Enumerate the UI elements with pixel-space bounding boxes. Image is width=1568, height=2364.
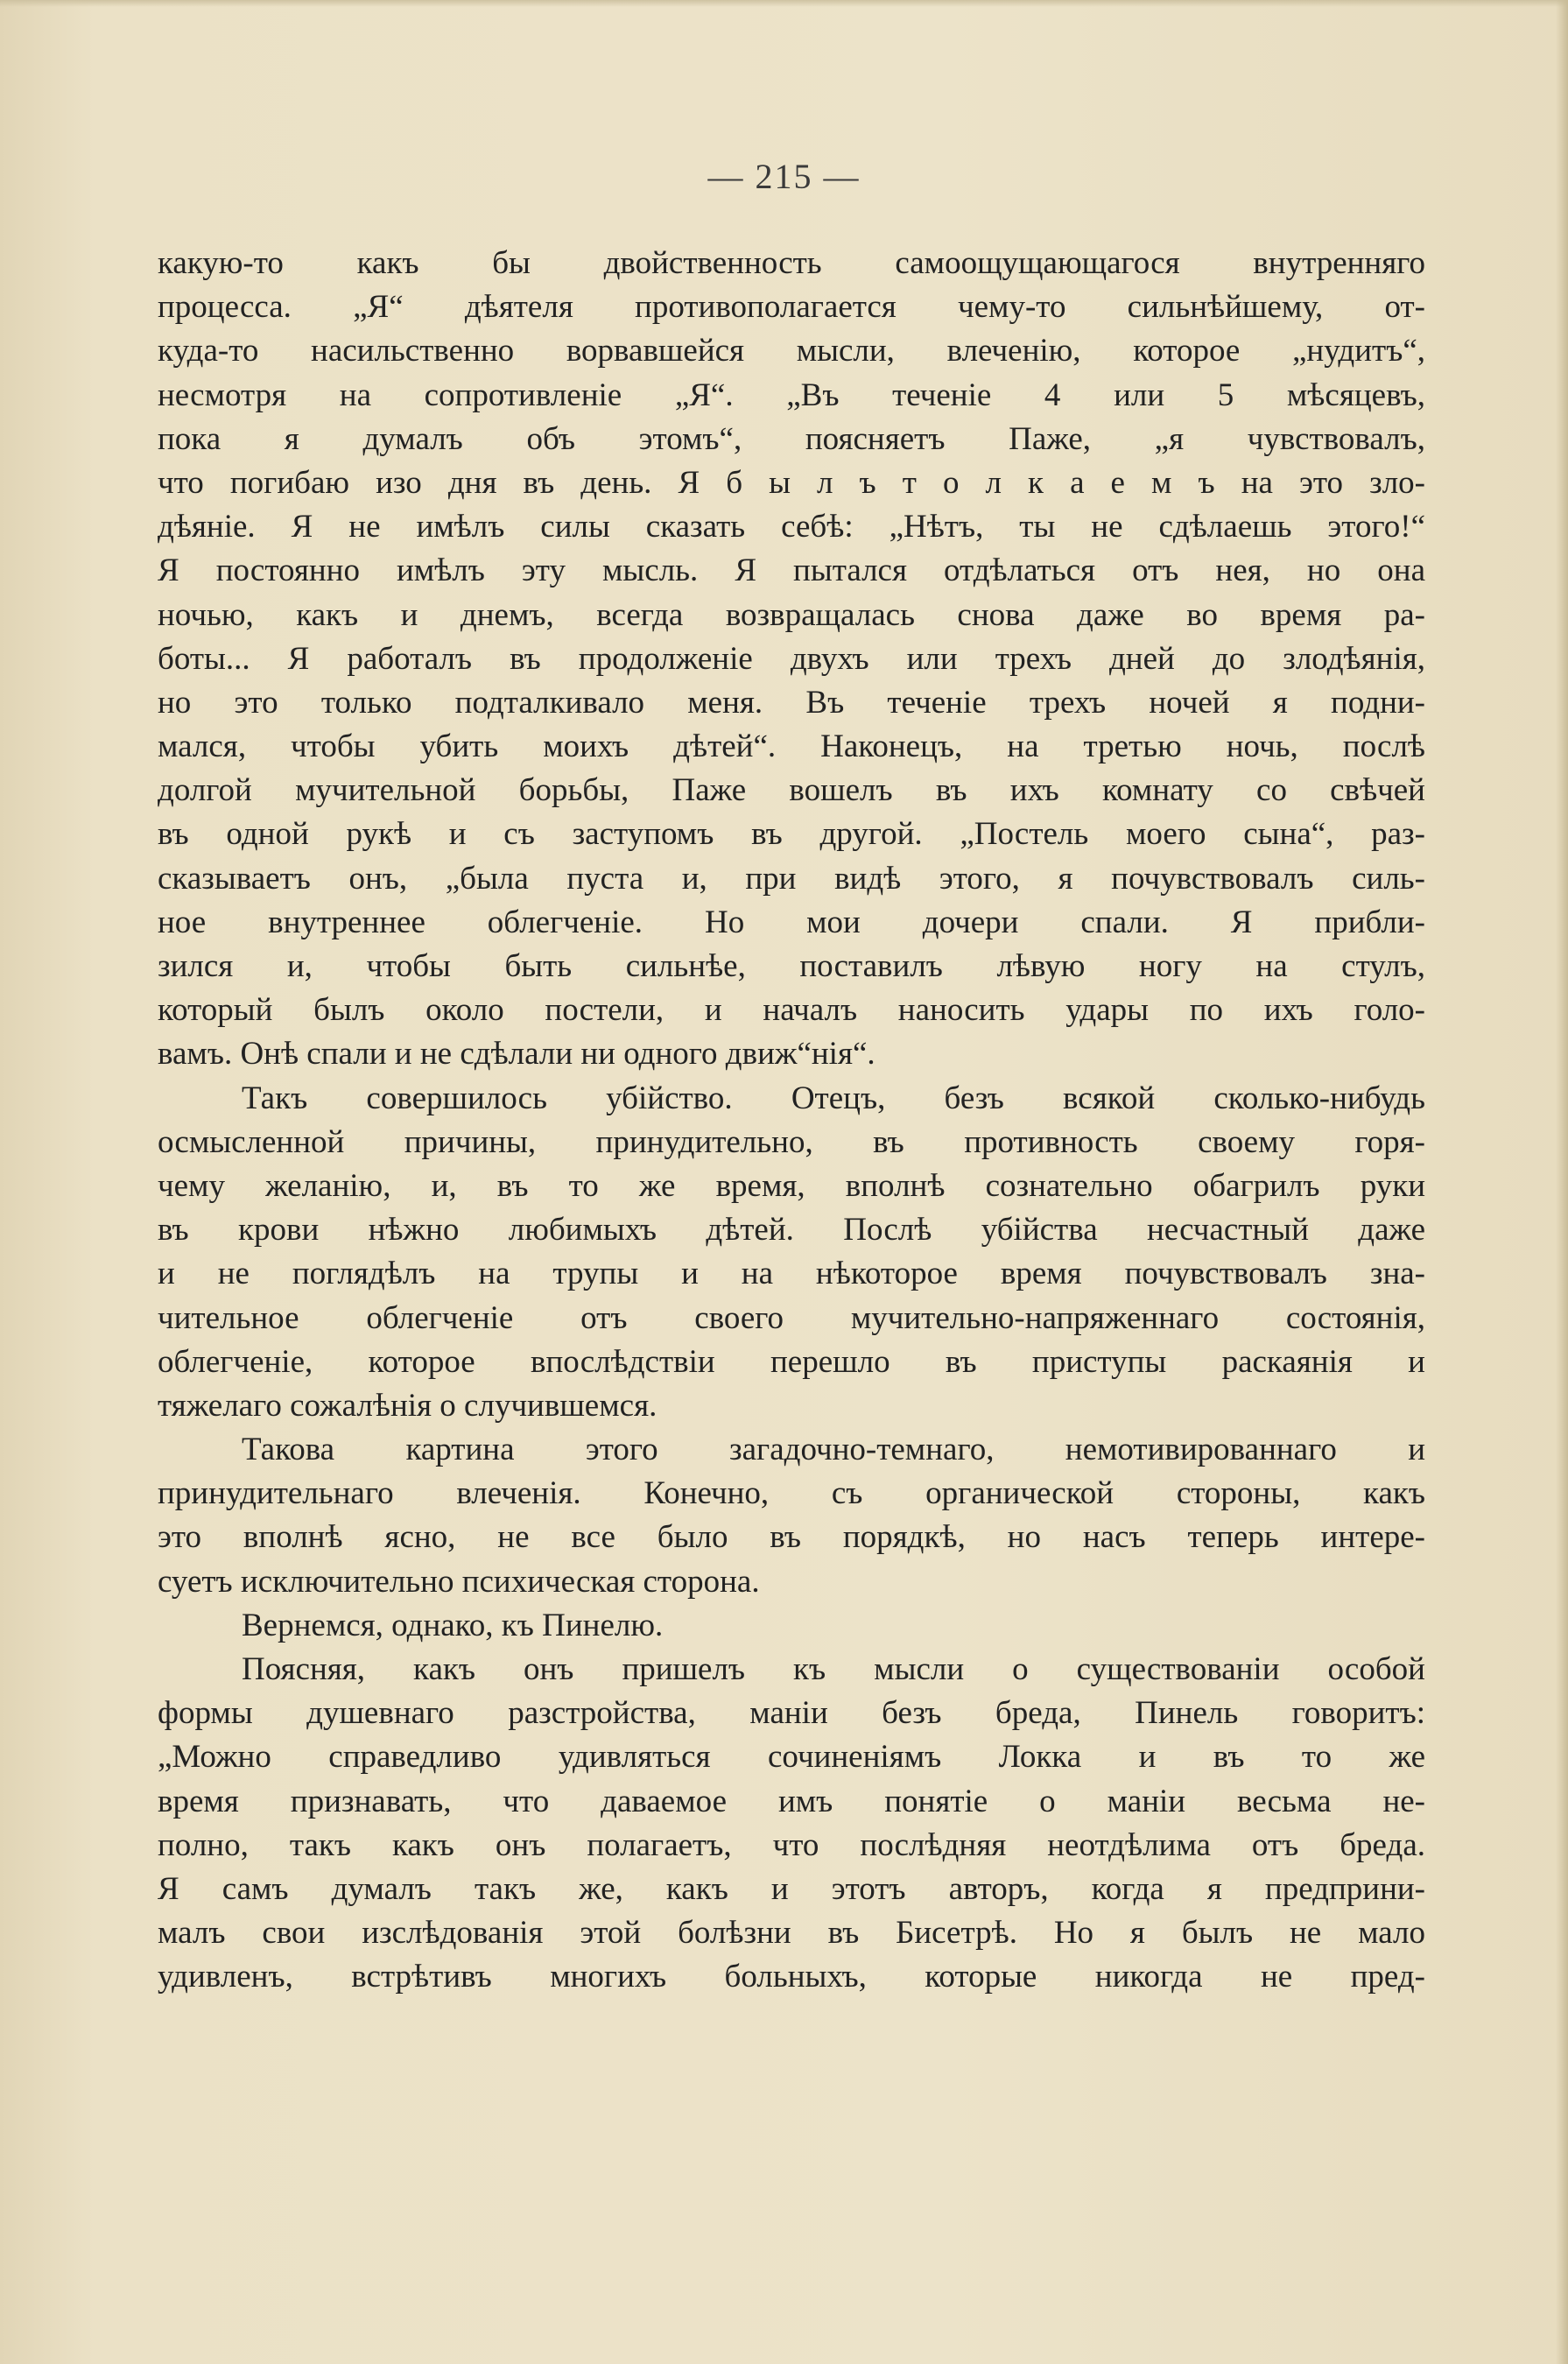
text-line: чему желанію, и, въ то же время, вполнѣ сознательно обагрилъ руки xyxy=(158,1167,1425,1204)
text-line: и не поглядѣлъ на трупы и на нѣкоторое время почувствовалъ зна- xyxy=(158,1256,1425,1292)
text-line: Я постоянно имѣлъ эту мысль. Я пытался отдѣлаться отъ нея, но она xyxy=(158,552,1425,589)
text-line: несмотря на сопротивленіе „Я“. „Въ теченіе 4 или 5 мѣсяцевъ, xyxy=(158,376,1425,413)
text-line: малъ свои изслѣдованія этой болѣзни въ Бисетрѣ. Но я былъ не мало xyxy=(158,1915,1425,1952)
text-line: ное внутреннее облегченіе. Но мои дочери спали. Я прибли- xyxy=(158,904,1425,940)
text-line: куда-то насильственно ворвавшейся мысли, влеченію, которое „нудитъ“, xyxy=(158,333,1425,369)
text-line: долгой мучительной борьбы, Паже вошелъ въ ихъ комнату со свѣчей xyxy=(158,772,1425,809)
text-line: который былъ около постели, и началъ наносить удары по ихъ голо- xyxy=(158,992,1425,1029)
text-line: „Можно справедливо удивляться сочиненіямъ Локка и въ то же xyxy=(158,1739,1425,1776)
text-line: суетъ исключительно психическая сторона. xyxy=(158,1563,760,1600)
text-line: въ одной рукѣ и съ заступомъ въ другой. „Постель моего сына“, раз- xyxy=(158,816,1425,853)
text-line: время признавать, что даваемое имъ понятіе о маніи весьма не- xyxy=(158,1783,1425,1819)
page-right-edge xyxy=(1556,0,1568,2364)
text-line: тяжелаго сожалѣнія о случившемся. xyxy=(158,1387,657,1424)
text-line: облегченіе, которое впослѣдствіи перешло въ приступы раскаянія и xyxy=(158,1343,1425,1380)
text-line: мался, чтобы убить моихъ дѣтей“. Наконецъ, на третью ночь, послѣ xyxy=(158,728,1425,765)
text-line: удивленъ, встрѣтивъ многихъ больныхъ, которые никогда не пред- xyxy=(158,1959,1425,1995)
text-line: Поясняя, какъ онъ пришелъ къ мысли о существованіи особой xyxy=(242,1651,1425,1687)
text-line: процесса. „Я“ дѣятеля противополагается чему-то сильнѣйшему, от- xyxy=(158,289,1425,326)
text-line: зился и, чтобы быть сильнѣе, поставилъ лѣвую ногу на стулъ, xyxy=(158,948,1425,984)
page-number: — 215 — xyxy=(707,157,861,196)
text-line: въ крови нѣжно любимыхъ дѣтей. Послѣ убійства несчастный даже xyxy=(158,1212,1425,1249)
text-line: Такъ совершилось убійство. Отецъ, безъ всякой сколько-нибудь xyxy=(242,1080,1425,1116)
text-line: что погибаю изо дня въ день. Я б ы л ъ т о л к а е м ъ на это зло- xyxy=(158,464,1425,501)
page-top-edge xyxy=(0,0,1568,7)
text-line: Такова картина этого загадочно-темнаго, немотивированнаго и xyxy=(242,1432,1425,1468)
text-line: чительное облегченіе отъ своего мучительно-напряженнаго состоянія, xyxy=(158,1299,1425,1336)
text-line: Вернемся, однако, къ Пинелю. xyxy=(242,1607,664,1643)
text-line: полно, такъ какъ онъ полагаетъ, что послѣдняя неотдѣлима отъ бреда. xyxy=(158,1826,1425,1863)
text-line: вамъ. Онѣ спали и не сдѣлали ни одного движ“нія“. xyxy=(158,1036,875,1073)
text-line: какую-то какъ бы двойственность самоощущающагося внутренняго xyxy=(158,245,1425,281)
text-line: сказываетъ онъ, „была пуста и, при видѣ этого, я почувствовалъ силь- xyxy=(158,860,1425,897)
text-line: пока я думалъ объ этомъ“, поясняетъ Паже, „я чувствовалъ, xyxy=(158,420,1425,457)
text-line: это вполнѣ ясно, не все было въ порядкѣ, но насъ теперь интере- xyxy=(158,1519,1425,1556)
text-line: дѣяніе. Я не имѣлъ силы сказать себѣ: „Нѣтъ, ты не сдѣлаешь этого!“ xyxy=(158,509,1425,545)
text-line: формы душевнаго разстройства, маніи безъ бреда, Пинель говоритъ: xyxy=(158,1695,1425,1732)
text-line: боты... Я работалъ въ продолженіе двухъ или трехъ дней до злодѣянія, xyxy=(158,640,1425,677)
text-line: ночью, какъ и днемъ, всегда возвращалась снова даже во время ра- xyxy=(158,596,1425,633)
body-text xyxy=(158,242,1425,2000)
text-line: Я самъ думалъ такъ же, какъ и этотъ авторъ, когда я предприни- xyxy=(158,1870,1425,1907)
text-line: осмысленной причины, принудительно, въ противность своему горя- xyxy=(158,1123,1425,1160)
text-line: принудительнаго влеченія. Конечно, съ органической стороны, какъ xyxy=(158,1475,1425,1512)
text-line: но это только подталкивало меня. Въ теченіе трехъ ночей я подни- xyxy=(158,684,1425,721)
